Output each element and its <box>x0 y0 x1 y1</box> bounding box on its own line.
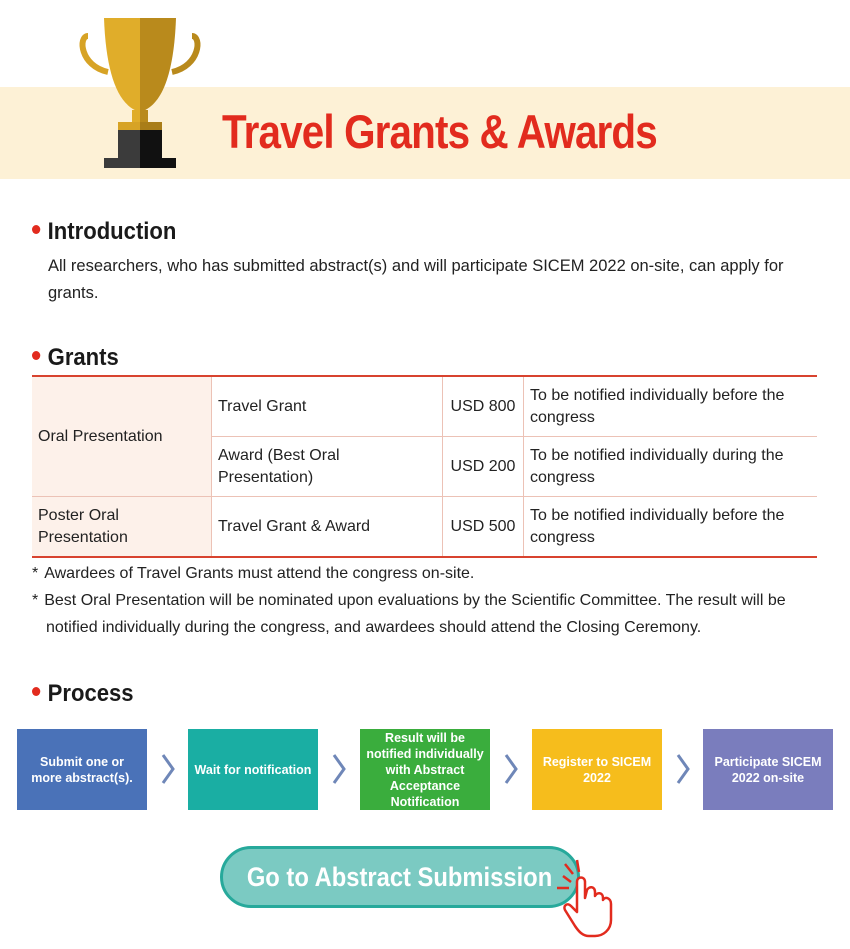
process-step-result <box>360 729 490 810</box>
grant-name-cell: Travel Grant & Award <box>212 497 443 558</box>
grants-heading-label: Grants <box>47 344 119 371</box>
process-step-register <box>532 729 662 810</box>
abstract-submission-button[interactable] <box>220 846 580 908</box>
amount-cell: USD 800 <box>443 376 524 437</box>
step-label: Result will be notified individually with Abstract Acceptance Notification <box>366 730 484 809</box>
grant-name-cell: Award (Best Oral Presentation) <box>212 437 443 497</box>
introduction-heading <box>32 218 176 246</box>
introduction-text: All researchers, who has submitted abstract(s) and will participate SICEM 2022 on-site, can apply for grants. <box>48 257 784 302</box>
table-row <box>32 376 817 437</box>
chevron-right-icon <box>331 752 347 786</box>
process-step-wait <box>188 729 318 810</box>
step-label: Submit one or more abstract(s). <box>31 754 133 785</box>
note-cell: To be notified individually during the congress <box>524 437 818 497</box>
note-text: Awardees of Travel Grants must attend the congress on-site. <box>44 565 475 582</box>
process-step-participate <box>703 729 833 810</box>
grant-name-cell: Travel Grant <box>212 376 443 437</box>
note-text: Best Oral Presentation will be nominated upon evaluations by the Scientific Committee. The result will be notified individually during the congress, and awardees should attend the Closing Ceremony. <box>44 592 786 636</box>
note-marker: * <box>32 565 39 582</box>
chevron-right-icon <box>503 752 519 786</box>
bullet-dot-icon <box>32 351 40 360</box>
chevron-right-icon <box>675 752 691 786</box>
step-label: Register to SICEM 2022 <box>542 754 652 785</box>
note-cell: To be notified individually before the congress <box>524 497 818 558</box>
note-item <box>32 587 822 641</box>
table-row <box>32 497 817 558</box>
process-heading-label: Process <box>47 680 134 707</box>
note-marker: * <box>32 592 39 609</box>
cta-label: Go to Abstract Submission <box>247 861 553 892</box>
note-item <box>32 560 822 587</box>
bullet-dot-icon <box>32 225 40 234</box>
chevron-right-icon <box>160 752 176 786</box>
category-cell: Oral Presentation <box>32 376 212 497</box>
process-step-submit <box>17 729 147 810</box>
grant-notes <box>32 560 822 641</box>
process-heading <box>32 680 134 708</box>
pointer-hand-icon <box>555 858 635 938</box>
trophy-icon <box>78 14 202 168</box>
amount-cell: USD 500 <box>443 497 524 558</box>
introduction-heading-label: Introduction <box>47 218 177 245</box>
bullet-dot-icon <box>32 687 40 696</box>
grants-heading <box>32 344 119 372</box>
page-title: Travel Grants & Awards <box>222 105 657 158</box>
grants-table <box>32 375 817 558</box>
step-label: Wait for notification <box>194 762 312 777</box>
step-label: Participate SICEM 2022 on-site <box>714 754 822 785</box>
note-cell: To be notified individually before the congress <box>524 376 818 437</box>
category-cell: Poster Oral Presentation <box>32 497 212 558</box>
amount-cell: USD 200 <box>443 437 524 497</box>
